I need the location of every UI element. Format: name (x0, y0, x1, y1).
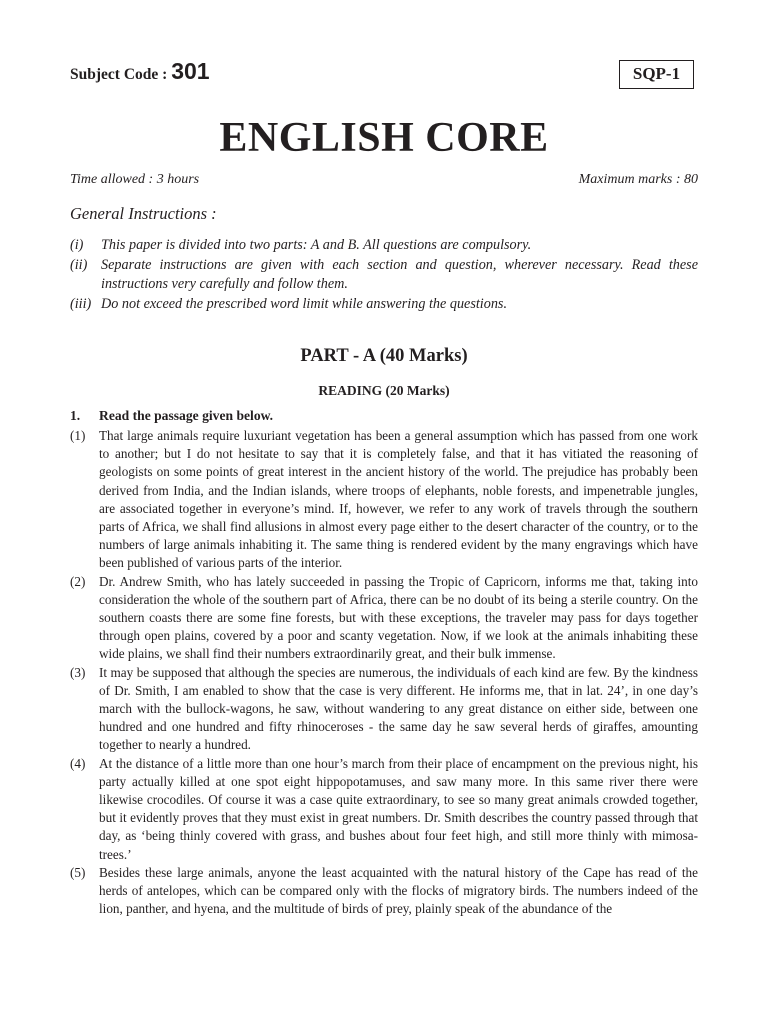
instruction-number: (iii) (70, 295, 92, 312)
paragraph-number: (2) (70, 573, 86, 589)
instruction-item (70, 236, 698, 256)
question-text: Read the passage given below. (99, 408, 274, 423)
paragraph-text: It may be supposed that although the species are numerous, the individuals of each kind are few. By the kindness of Dr. Smith, I am enabled to show that the case is very different. He informs me, that in lat. 24’, in one day’s march with the bullock-wagons, he saw, without wandering to any great distance on either side, between one hundred and one hundred and fifty rhinoceroses - the same day he saw several herds of giraffes, amounting together to nearly a hundred. (99, 664, 698, 753)
part-heading: PART - A (40 Marks) (300, 346, 468, 366)
passage-paragraph (70, 864, 698, 919)
time-allowed: Time allowed : 3 hours (70, 172, 200, 187)
instructions-list (70, 236, 698, 314)
subject-code-label: Subject Code : (70, 66, 172, 83)
paragraph-number: (3) (70, 664, 86, 680)
paragraph-text: Besides these large animals, anyone the least acquainted with the natural history of the Cape has read of the herds of antelopes, which can be compared only with the flocks of migratory birds. The numbers indeed of the lion, panther, and hyena, and the multitude of birds of prey, plainly speak of the abundance of the (99, 864, 698, 917)
instruction-text: Separate instructions are given with each section and question, wherever necessary. Read these instructions very carefully and follow them. (101, 256, 698, 292)
paragraph-text: Dr. Andrew Smith, who has lately succeeded in passing the Tropic of Capricorn, informs me that, taking into consideration the whole of the southern part of Africa, there can be no doubt of its being a sterile country. On the southern coasts there are some fine forests, but with these exceptions, the traveler may pass for days together through open plains, covered by a poor and scanty vegetation. Now, if we look at the animals inhabiting these wide plains, we shall find their numbers extraordinarily great, and their bulk immense. (99, 573, 698, 662)
paragraph-number: (4) (70, 755, 86, 771)
passage-paragraph (70, 427, 698, 573)
paragraph-text: At the distance of a little more than one hour’s march from their place of encampment on the previous night, his party actually killed at one spot eight hippopotamuses, and saw many more. In this same river there were likewise crocodiles. Of course it was a case quite extraordinary, to see so many great animals crowded together, but it evidently proves that they must exist in great numbers. Dr. Smith describes the country passed through that day, as ‘being thinly covered with grass, and bushes about four feet high, and still more thinly with mimosa-trees.’ (99, 755, 698, 862)
passage-paragraph (70, 755, 698, 864)
passage (70, 427, 698, 918)
question-heading (70, 408, 698, 424)
question-number: 1. (70, 408, 81, 423)
subject-code (70, 58, 210, 85)
passage-paragraph (70, 664, 698, 755)
instruction-text: This paper is divided into two parts: A and B. All questions are compulsory. (101, 237, 532, 253)
instruction-number: (ii) (70, 256, 88, 273)
instructions-heading: General Instructions : (70, 204, 217, 223)
instruction-item (70, 295, 698, 315)
instruction-number: (i) (70, 237, 84, 253)
section-heading: READING (20 Marks) (318, 383, 450, 398)
paragraph-number: (1) (70, 428, 86, 443)
instruction-text: Do not exceed the prescribed word limit while answering the questions. (101, 295, 507, 312)
instruction-item (70, 256, 698, 295)
paragraph-number: (5) (70, 864, 86, 880)
passage-paragraph (70, 573, 698, 664)
page-title: ENGLISH CORE (219, 115, 549, 161)
subject-code-value: 301 (171, 58, 210, 84)
paragraph-text: That large animals require luxuriant vegetation has been a general assumption which has passed from one work to another; but I do not hesitate to say that it is completely false, and that it has vitiated the reasoning of geologists on some points of great interest in the ancient history of the world. The prejudice has probably been derived from India, and the Indian islands, where troops of elephants, noble forests, and impenetrable jungles, are associated together in everyone’s mind. If, however, we refer to any work of travels through the southern parts of Africa, we shall find allusions in almost every page either to the desert character of the country, or to the numbers of large animals inhabiting it. The same thing is rendered evident by the many engravings which have been published of various parts of the interior. (99, 428, 698, 571)
maximum-marks: Maximum marks : 80 (578, 172, 698, 187)
paper-code-box: SQP-1 (619, 60, 694, 89)
